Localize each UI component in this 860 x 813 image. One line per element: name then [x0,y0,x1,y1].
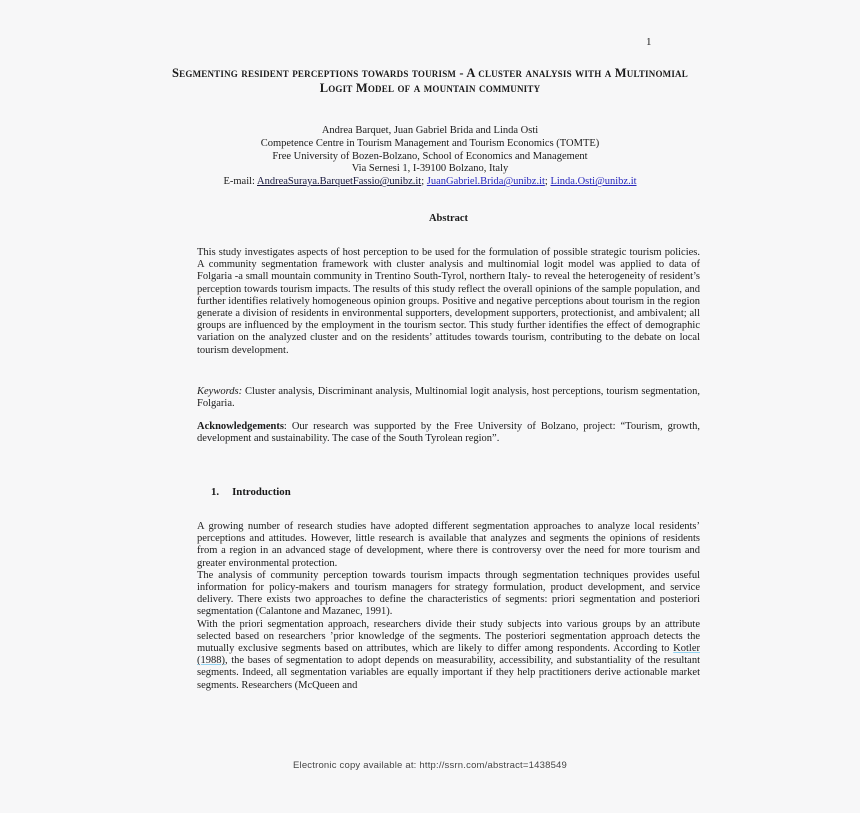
keywords-paragraph [197,386,700,410]
email-link-osti[interactable]: Linda.Osti@unibz.it [550,176,637,188]
introduction-paragraph-3 [197,619,700,692]
abstract-heading: Abstract [428,213,469,224]
citation-link-kotler-1988[interactable]: Kotler (1988) [197,643,700,667]
section-number: 1. [211,486,220,498]
section-title: Introduction [232,486,291,498]
email-link-brida[interactable]: JuanGabriel.Brida@unibz.it [426,176,545,188]
introduction-paragraph-2: The analysis of community perception towards tourism impacts through segmentation techniques provides useful information for policy-makers and tourism managers for strategy formulation, product development, and service delivery. There exists two approaches to define the characteristics of segments: priori segmentation and posteriori segmentation (Calantone and Mazanec, 1991). [197,569,700,618]
paper-title: Segmenting resident perceptions towards tourism - A cluster analysis with a Multinomial Logit Model of a mountain community [172,66,688,95]
abstract-text: This study investigates aspects of host perception to be used for the formulation of possible strategic tourism policies. A community segmentation framework with cluster analysis and multinomial logit model was applied to data of Folgaria -a small mountain community in Trentino South-Tyrol, northern Italy- to reveal the heterogeneity of resident’s perception towards tourism impacts. The results of this study reflect the overall opinions of the sample population, and further identifies relatively homogeneous opinion groups. Positive and negative perceptions about tourism in the region generate a division of residents in environmental supporters, development supporters, protectionist, and ambivalent; all groups are influenced by the employment in the tourism sector. This study further identifies the effect of demographic variation on the analyzed cluster and on the residents’ attitudes towards tourism, contributing to the debate on local tourism development. [197,247,700,356]
email-link-barquet[interactable]: AndreaSuraya.BarquetFassio@unibz.it [257,176,422,188]
affiliation-line-2: Free University of Bozen-Bolzano, School of Economics and Management [272,150,588,162]
paragraph-text: , the bases of segmentation to adopt depends on measurability, accessibility, and substantiality of the resultant segments. Indeed, all segmentation variables are equally important if they help practitioners derive actionable market segments. Researchers (McQueen and [197,655,700,691]
section-heading-introduction [211,486,291,498]
email-label: E-mail: [223,176,257,188]
paragraph-text: With the priori segmentation approach, researchers divide their study subjects into various groups by an attribute selected based on researchers ’prior knowledge of the segments. The posteriori segmentation approach detects the mutually exclusive segments based on attributes, which are likely to differ among respondents. According to [197,618,700,655]
introduction-paragraph-1: A growing number of research studies have adopted different segmentation approaches to analyze local residents’ perceptions and attitudes. However, little research is available that analyzes and segments the opinions of residents from a region in an advanced stage of development, where there is controversy over the need for more tourism and greater environmental protection. [197,521,700,569]
keywords-label: Keywords: [197,386,243,397]
address-line: Via Sernesi 1, I-39100 Bolzano, Italy [351,163,509,175]
acknowledgements-text: : Our research was supported by the Free University of Bolzano, project: “Tourism, growth, development and sustainability. The case of the South Tyrolean region”. [197,421,700,445]
acknowledgements-paragraph [197,421,700,445]
author-block [160,125,700,189]
email-line [160,176,700,189]
keywords-text: Cluster analysis, Discriminant analysis, Multinomial logit analysis, host perceptions, tourism segmentation, Folgaria. [197,386,700,410]
page-number: 1 [646,36,652,48]
acknowledgements-label: Acknowledgements [197,421,284,432]
ssrn-footer-note: Electronic copy available at: http://ssrn.com/abstract=1438549 [292,760,568,771]
affiliation-line-1: Competence Centre in Tourism Management and Tourism Economics (TOMTE) [260,137,600,149]
email-separator: ; [421,176,427,188]
authors-line: Andrea Barquet, Juan Gabriel Brida and Linda Osti [321,125,539,136]
introduction-text [197,521,700,692]
email-separator: ; [544,176,551,188]
